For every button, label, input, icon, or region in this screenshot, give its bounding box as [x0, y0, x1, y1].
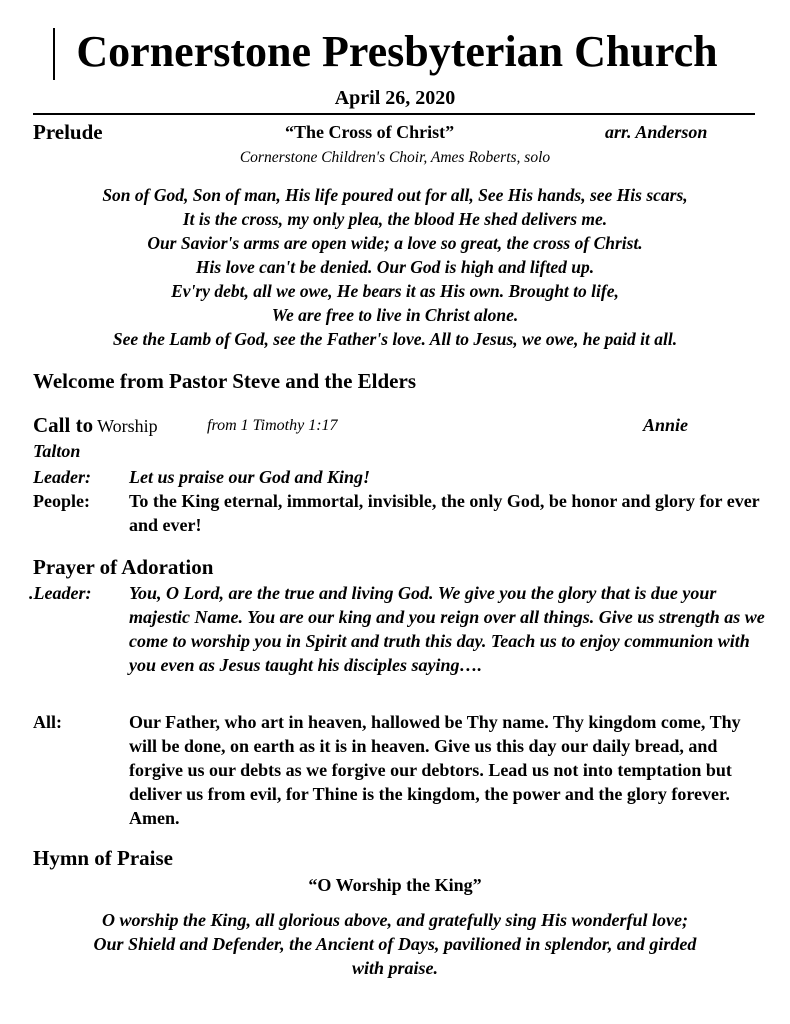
- prayer-heading: Prayer of Adoration: [33, 555, 214, 579]
- people-text: To the King eternal, immortal, invisible, the only God, be honor and glory for ever and ever!: [129, 491, 760, 535]
- lyric-line: See the Lamb of God, see the Father's love. All to Jesus, we owe, he paid it all.: [112, 329, 678, 349]
- lyric-line: Son of God, Son of man, His life poured out for all, See His hands, see His scars,: [102, 185, 688, 205]
- prelude-lyrics: [0, 183, 790, 351]
- lyric-line: It is the cross, my only plea, the blood He shed delivers me.: [182, 209, 608, 229]
- prelude-song-title: “The Cross of Christ”: [285, 122, 455, 142]
- lyric-line: Ev'ry debt, all we owe, He bears it as His own. Brought to life,: [171, 281, 619, 301]
- call-to-worship-reader-last: Talton: [33, 441, 81, 461]
- call-to-worship-heading-part2: Worship: [97, 416, 158, 436]
- lyric-line: with praise.: [351, 958, 439, 978]
- lyric-line: O worship the King, all glorious above, and gratefully sing His wonderful love;: [101, 910, 689, 930]
- call-to-worship-heading-part1: Call to: [33, 413, 94, 437]
- leader-label: Leader:: [33, 467, 91, 487]
- hymn-lyrics: [0, 908, 790, 980]
- call-to-worship-source: from 1 Timothy 1:17: [207, 417, 338, 434]
- lyric-line: We are free to live in Christ alone.: [271, 305, 519, 325]
- welcome-heading: Welcome from Pastor Steve and the Elders: [33, 369, 416, 393]
- prayer-leader-text: You, O Lord, are the true and living God. We give you the glory that is due your majestic Name. You are our king and you reign over all things. Give us strength as we come to worship you in Spirit and truth this day. Teach us to enjoy communion with you even as Jesus taught his disciples saying….: [129, 583, 765, 675]
- prelude-performers: Cornerstone Children's Choir, Ames Roberts, solo: [239, 149, 551, 166]
- leader-text: Let us praise our God and King!: [129, 467, 371, 487]
- service-date: April 26, 2020: [334, 87, 456, 109]
- hymn-heading: Hymn of Praise: [33, 846, 173, 870]
- all-label: All:: [33, 712, 62, 732]
- all-text: Our Father, who art in heaven, hallowed be Thy name. Thy kingdom come, Thy will be done, on earth as it is in heaven. Give us this day our daily bread, and forgive us our debts as we forgive our debtors. Lead us not into temptation but deliver us from evil, for Thine is the kingdom, the power and the glory forever. Amen.: [129, 712, 741, 828]
- prayer-leader-label: .Leader:: [29, 583, 92, 603]
- church-name: Cornerstone Presbyterian Church: [76, 27, 718, 76]
- prelude-arranger: arr. Anderson: [605, 122, 708, 142]
- prelude-heading: Prelude: [33, 120, 103, 144]
- call-to-worship-heading: [33, 412, 158, 441]
- people-label: People:: [33, 491, 90, 511]
- header-divider: [33, 113, 755, 115]
- lyric-line: His love can't be denied. Our God is high and lifted up.: [195, 257, 595, 277]
- call-to-worship-reader-first: Annie: [643, 415, 689, 435]
- hymn-song-title: “O Worship the King”: [308, 875, 482, 895]
- lyric-line: Our Savior's arms are open wide; a love so great, the cross of Christ.: [147, 233, 643, 253]
- lyric-line: Our Shield and Defender, the Ancient of Days, pavilioned in splendor, and girded: [93, 934, 697, 954]
